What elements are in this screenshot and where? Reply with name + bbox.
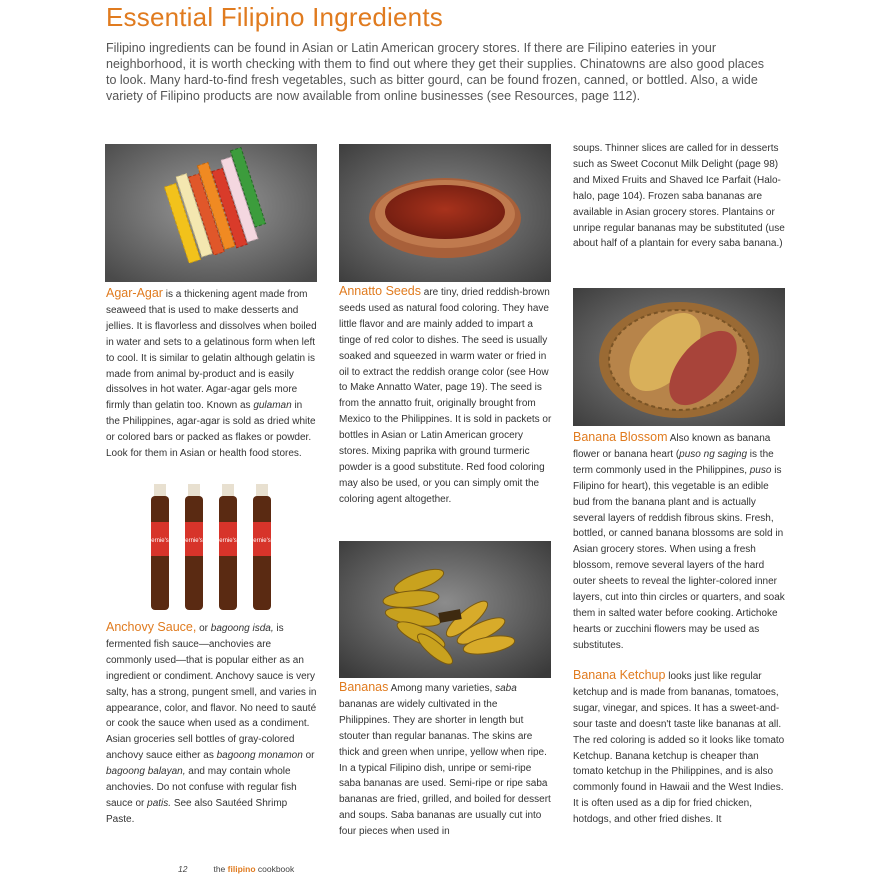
bottle-label-text: ernie's bbox=[253, 538, 271, 544]
page-title: Essential Filipino Ingredients bbox=[106, 2, 443, 32]
anchovy-sauce-photo bbox=[140, 478, 290, 616]
page-footer: 12 the filipino cookbook bbox=[178, 864, 295, 874]
page-number: 12 bbox=[178, 864, 188, 874]
bottle-label-text: ernie's bbox=[185, 538, 203, 544]
annatto-seeds-photo bbox=[339, 144, 551, 282]
entry-bananas: Bananas Among many varieties, saba bananas are widely cultivated in the Philippines. They are shorter in length but stouter than regular bananas. The skins are thick and green when unripe, yellow when ripe. In a typical Filipino dish, unripe or semi-ripe saba bananas are used. Semi-ripe or ripe saba bananas are fried, grilled, and boiled for dessert and soups. Saba bananas are usually cut into four pieces when used in bbox=[339, 680, 551, 838]
bananas-photo bbox=[339, 541, 551, 678]
agar-agar-photo bbox=[105, 144, 317, 282]
term-agar-agar: Agar-Agar bbox=[106, 286, 163, 300]
entry-anchovy-sauce: Anchovy Sauce, or bagoong isda, is fermented fish sauce—anchovies are commonly used—that is popular either as an ingredient or condiment. Anchovy sauce is very salty, has a strong, pungent smell, and varies in appearance, color, and flavor. No need to sauté or cook the sauce when used as a condiment. Asian groceries sell bottles of gray-colored anchovy sauce either as bagoong monamon or bagoong balayan, and may contain whole anchovies. Do not confuse with regular fish sauce or patis. See also Sautéed Shrimp Paste. bbox=[106, 620, 317, 825]
entry-agar-agar: Agar-Agar is a thickening agent made from seaweed that is used to make desserts and jellies. It is flavorless and dissolves when boiled in water and sets to a gelatinous form when left to cool. It is similar to gelatin although gelatin is made from animal by-product and is easily dissolves in hot water. Agar-agar gels more firmly than gelatin too. Known as gulaman in the Philippines, agar-agar is sold as dried white or colored bars or packed as flakes or powder. Look for them in Asian or health food stores. bbox=[106, 286, 317, 460]
bottle-label-text: ernie's bbox=[151, 538, 169, 544]
banana-blossom-photo bbox=[573, 288, 785, 426]
intro-paragraph: Filipino ingredients can be found in Asian or Latin American grocery stores. If there are Filipino eateries in your neighborhood, it is worth checking with them to find out where they get their supplies. Chinatowns are also good places to look. Many hard-to-find fresh vegetables, such as bitter gourd, can be found frozen, canned, or bottled. Also, a wide variety of Filipino products are now available from online businesses (see Resources, page 112). bbox=[106, 41, 765, 103]
entry-banana-blossom: Banana Blossom Also known as banana flower or banana heart (puso ng saging is the term commonly used in the Philippines, puso is Filipino for heart), this vegetable is an edible bud from the banana plant and is actually several layers of reddish fibrous skins. Fresh, bottled, or canned banana blossoms are sold in Asian grocery stores. When using a fresh blossom, remove several layers of the hard outer sheets to reveal the lighter-colored inner layers, cut into thin circles or quarters, and soak them in salted water before cooking. Artichoke hearts or zucchini flowers may be used as substitutes. bbox=[573, 430, 785, 651]
term-annatto-seeds: Annatto Seeds bbox=[339, 284, 422, 298]
book-brand: filipino bbox=[227, 864, 256, 874]
term-bananas: Bananas bbox=[339, 680, 389, 694]
bottle-label-text: ernie's bbox=[219, 538, 237, 544]
entry-bananas-continued: soups. Thinner slices are called for in desserts such as Sweet Coconut Milk Delight (page 98) and Mixed Fruits and Shaved Ice Parfait (Halo-halo, page 104). Frozen saba bananas are available in Asian grocery stores. Plantains or unripe regular bananas may be substituted (use about half of a plantain for every saba banana.) bbox=[573, 143, 785, 250]
term-banana-blossom: Banana Blossom bbox=[573, 430, 668, 444]
term-anchovy-sauce: Anchovy Sauce, bbox=[106, 620, 197, 634]
entry-annatto-seeds: Annatto Seeds are tiny, dried reddish-brown seeds used as natural food coloring. They have little flavor and are mainly added to impart a tinge of red color to dishes. The seed is usually soaked and squeezed in warm water or fried in oil to extract the reddish orange color (see How to Make Annatto Water, page 19). The seed is from the annatto fruit, originally brought from Mexico to the Philippines. It is sold in packets or bottles in Asian or Latin American grocery stores. Mixing paprika with ground turmeric powder is a good substitute. Red food coloring may also be used, or you can simply omit the coloring agent altogether. bbox=[339, 284, 552, 505]
term-banana-ketchup: Banana Ketchup bbox=[573, 668, 666, 682]
entry-banana-ketchup: Banana Ketchup looks just like regular ketchup and is made from bananas, tomatoes, sugar, vinegar, and spices. It has a sweet-and-sour taste and doesn't taste like bananas at all. The red coloring is added so it looks like tomato Ketchup. Banana ketchup is cheaper than tomato ketchup in the Philippines, and is also commonly found in Hawaii and the West Indies. It is often used as a dip for fried chicken, hotdogs, and other fried dishes. It bbox=[573, 668, 785, 826]
